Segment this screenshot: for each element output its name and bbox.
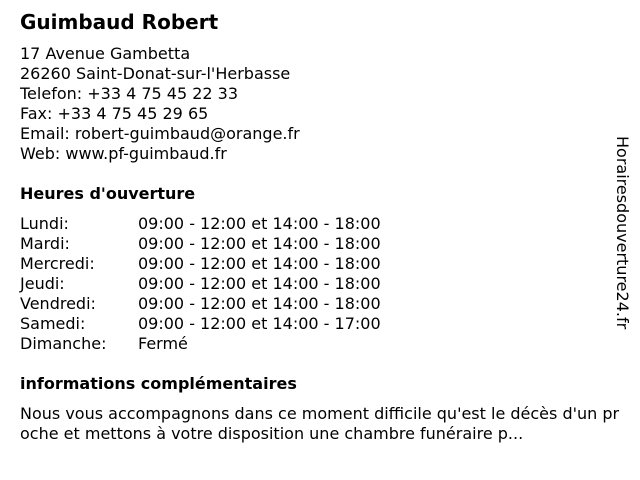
time-value: 09:00 - 12:00 et 14:00 - 18:00 — [138, 294, 381, 313]
street-address: 17 Avenue Gambetta — [20, 44, 191, 63]
time-value: 09:00 - 12:00 et 14:00 - 18:00 — [138, 234, 381, 253]
phone-number[interactable]: Telefon: +33 4 75 45 22 33 — [20, 84, 239, 103]
additional-info-heading: informations complémentaires — [20, 374, 297, 393]
day-label: Jeudi: — [20, 274, 65, 293]
time-value: 09:00 - 12:00 et 14:00 - 18:00 — [138, 214, 381, 233]
time-value: 09:00 - 12:00 et 14:00 - 18:00 — [138, 254, 381, 273]
opening-hours-heading: Heures d'ouverture — [20, 184, 196, 203]
time-value: Fermé — [138, 334, 188, 353]
day-label: Mercredi: — [20, 254, 95, 273]
additional-info-text: Nous vous accompagnons dans ce moment difficile qu'est le décès d'un proche et mettons à votre disposition une chambre funéraire p... — [20, 404, 620, 443]
city-address: 26260 Saint-Donat-sur-l'Herbasse — [20, 64, 291, 83]
day-label: Mardi: — [20, 234, 70, 253]
day-label: Samedi: — [20, 314, 86, 333]
time-value: 09:00 - 12:00 et 14:00 - 17:00 — [138, 314, 381, 333]
business-name: Guimbaud Robert — [20, 10, 219, 34]
day-label: Dimanche: — [20, 334, 107, 353]
watermark — [611, 136, 633, 372]
contact-block — [20, 44, 300, 164]
day-label: Vendredi: — [20, 294, 96, 313]
email-address[interactable]: Email: robert-guimbaud@orange.fr — [20, 124, 300, 143]
time-value: 09:00 - 12:00 et 14:00 - 18:00 — [138, 274, 381, 293]
fax-number: Fax: +33 4 75 45 29 65 — [20, 104, 209, 123]
day-label: Lundi: — [20, 214, 69, 233]
website-link[interactable]: Web: www.pf-guimbaud.fr — [20, 144, 227, 163]
watermark-text: Horairesdouverture24.fr — [613, 136, 632, 330]
